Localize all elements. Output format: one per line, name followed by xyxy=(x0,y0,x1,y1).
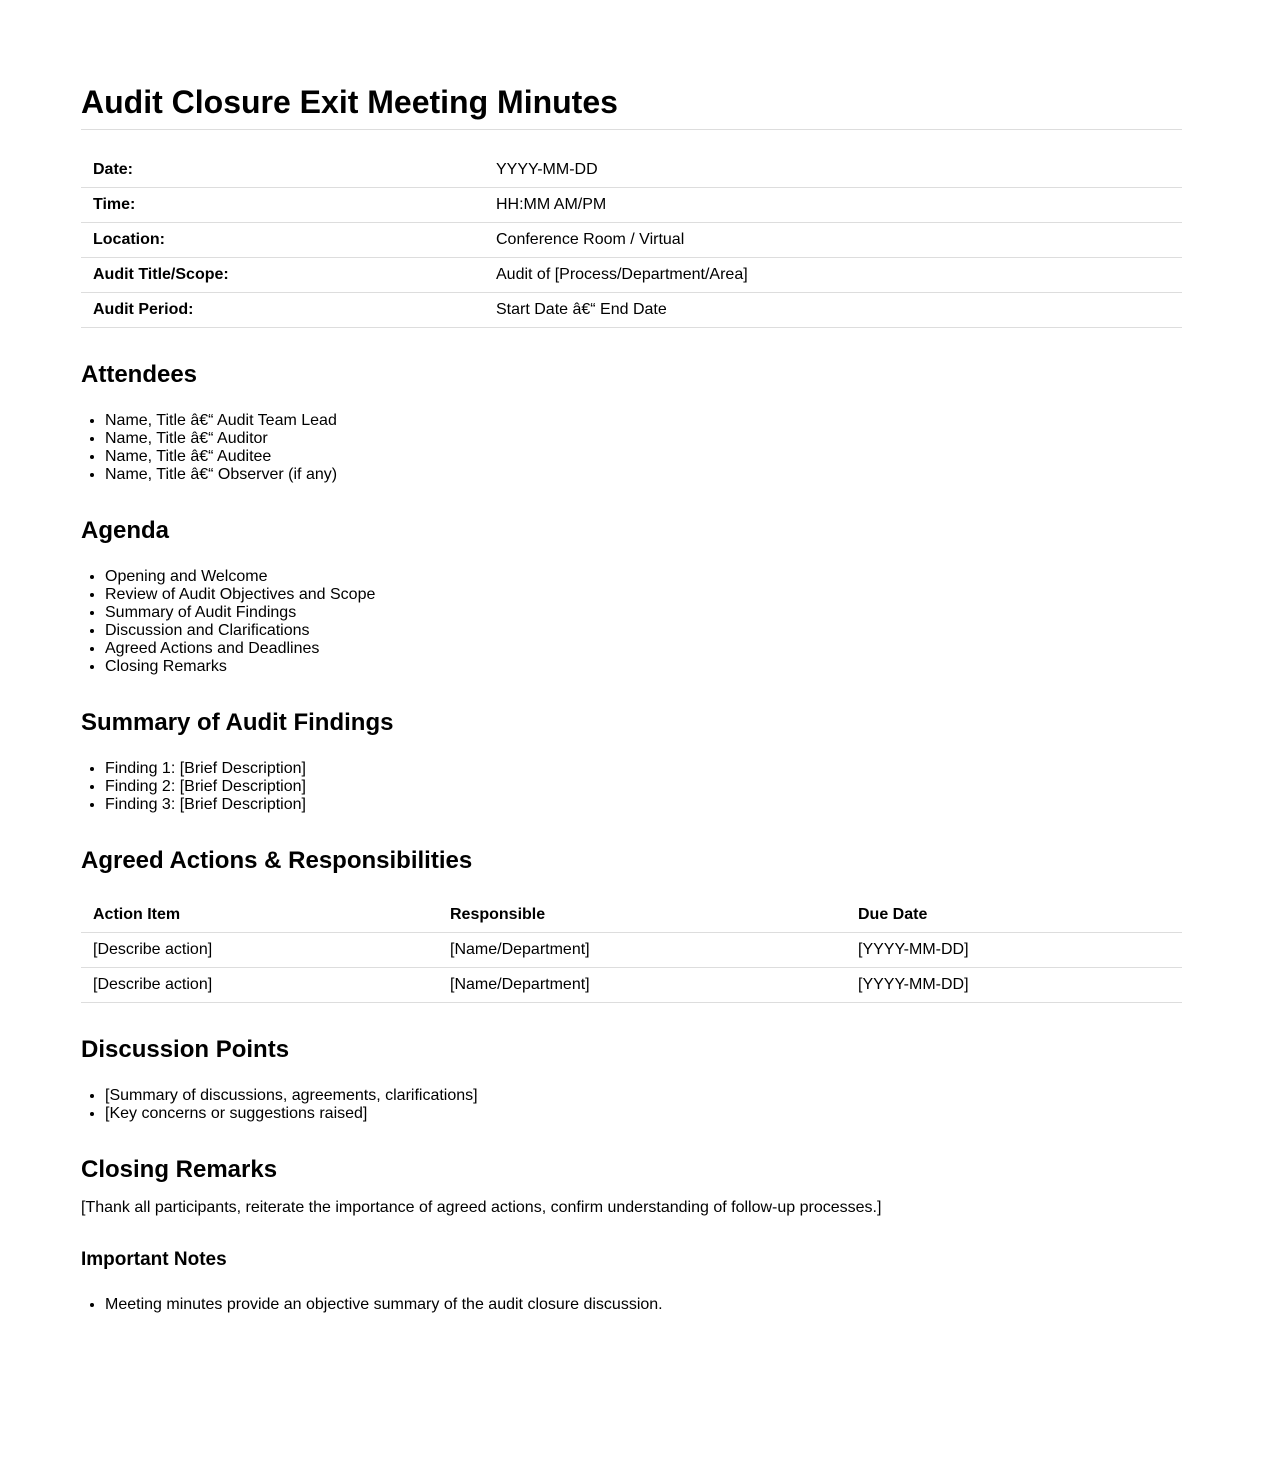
list-item: • Summary of Audit Findings xyxy=(105,604,375,622)
info-row-time xyxy=(81,188,1182,223)
info-label: Audit Title/Scope: xyxy=(81,258,484,293)
list-item: • Finding 2: [Brief Description] xyxy=(105,778,306,796)
list-item: • Finding 3: [Brief Description] xyxy=(105,796,306,814)
list-item: • Opening and Welcome xyxy=(105,568,375,586)
info-value: Start Date â€“ End Date xyxy=(484,293,1182,328)
actions-table xyxy=(81,898,1182,1003)
list-item: • [Summary of discussions, agreements, clarifications] xyxy=(105,1087,478,1105)
findings-heading: Summary of Audit Findings xyxy=(81,709,394,736)
info-row-date xyxy=(81,153,1182,188)
info-value: HH:MM AM/PM xyxy=(484,188,1182,223)
column-header-action-item: Action Item xyxy=(81,898,438,933)
column-header-responsible: Responsible xyxy=(438,898,846,933)
list-item: • Review of Audit Objectives and Scope xyxy=(105,586,375,604)
discussion-list xyxy=(81,1087,478,1123)
list-item: • Closing Remarks xyxy=(105,658,375,676)
agenda-heading: Agenda xyxy=(81,517,170,544)
table-cell: [Name/Department] xyxy=(438,968,846,1003)
discussion-heading: Discussion Points xyxy=(81,1036,290,1063)
list-item: • [Key concerns or suggestions raised] xyxy=(105,1105,478,1123)
column-header-due-date: Due Date xyxy=(846,898,1182,933)
attendees-list xyxy=(81,412,337,484)
info-row-location xyxy=(81,223,1182,258)
list-item: • Name, Title â€“ Audit Team Lead xyxy=(105,412,337,430)
table-row xyxy=(81,933,1182,968)
info-row-audit-period xyxy=(81,293,1182,328)
list-item: • Finding 1: [Brief Description] xyxy=(105,760,306,778)
info-value: YYYY-MM-DD xyxy=(484,153,1182,188)
list-item: • Discussion and Clarifications xyxy=(105,622,375,640)
table-header-row xyxy=(81,898,1182,933)
list-item: • Name, Title â€“ Observer (if any) xyxy=(105,466,337,484)
table-cell: [Describe action] xyxy=(81,968,438,1003)
notes-clip xyxy=(81,1294,1182,1313)
findings-list xyxy=(81,760,306,814)
info-row-audit-scope xyxy=(81,258,1182,293)
list-item: • Name, Title â€“ Auditor xyxy=(105,430,337,448)
list-item: • Name, Title â€“ Auditee xyxy=(105,448,337,466)
page-title: Audit Closure Exit Meeting Minutes xyxy=(81,84,618,120)
table-row xyxy=(81,968,1182,1003)
title-divider xyxy=(81,129,1182,130)
attendees-heading: Attendees xyxy=(81,361,198,388)
list-item: • Meeting minutes provide an objective summary of the audit closure discussion. xyxy=(105,1296,663,1314)
closing-text: [Thank all participants, reiterate the importance of agreed actions, confirm understanding of follow-up processes.] xyxy=(81,1199,882,1216)
notes-list xyxy=(81,1296,663,1314)
info-value: Audit of [Process/Department/Area] xyxy=(484,258,1182,293)
table-cell: [YYYY-MM-DD] xyxy=(846,968,1182,1003)
info-label: Location: xyxy=(81,223,484,258)
closing-heading: Closing Remarks xyxy=(81,1156,278,1183)
info-value: Conference Room / Virtual xyxy=(484,223,1182,258)
table-cell: [Describe action] xyxy=(81,933,438,968)
notes-heading: Important Notes xyxy=(81,1249,227,1270)
table-cell: [YYYY-MM-DD] xyxy=(846,933,1182,968)
list-item: • Agreed Actions and Deadlines xyxy=(105,640,375,658)
info-label: Time: xyxy=(81,188,484,223)
agenda-list xyxy=(81,568,375,676)
actions-heading: Agreed Actions & Responsibilities xyxy=(81,847,473,874)
info-label: Audit Period: xyxy=(81,293,484,328)
meeting-info-table xyxy=(81,153,1182,328)
info-label: Date: xyxy=(81,153,484,188)
table-cell: [Name/Department] xyxy=(438,933,846,968)
